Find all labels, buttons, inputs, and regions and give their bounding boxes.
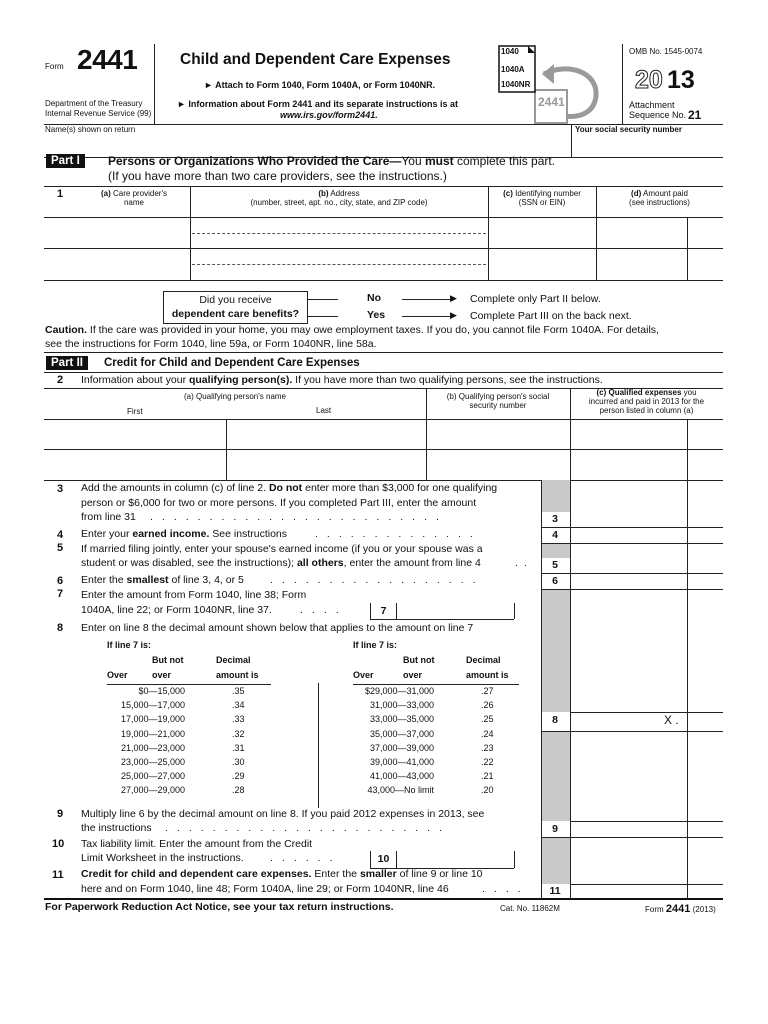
part1-title: Persons or Organizations Who Provided the Care—You must complete this part.: [108, 154, 556, 168]
leader-dots: ..............: [315, 528, 482, 540]
paperwork-notice: For Paperwork Reduction Act Notice, see your tax return instructions.: [45, 901, 394, 913]
benefits-question-line1: Did you receive: [199, 294, 272, 306]
form-word: Form: [45, 62, 64, 71]
decimal-amount-cell: .31: [232, 742, 245, 753]
benefits-yes-option[interactable]: Yes: [367, 309, 386, 321]
decimal-range-cell: $29,000—31,000: [364, 686, 434, 696]
line-7-box-number: 7: [380, 605, 387, 617]
arrow-right-icon: ▶: [450, 293, 457, 303]
decimal-amount-cell: .24: [481, 728, 494, 739]
line-7-amount-input[interactable]: [397, 603, 513, 618]
col-b-header: (b) Address (number, street, apt. no., city, state, and ZIP code): [250, 189, 428, 207]
provider-1-amount-input[interactable]: [597, 218, 686, 247]
left-over2: over: [152, 670, 172, 680]
part1-subtitle: (If you have more than two care providers, see the instructions.): [108, 169, 447, 183]
line-9-box-number: 9: [552, 823, 558, 835]
yes-result-text: Complete Part III on the back next.: [470, 310, 632, 322]
names-label: Name(s) shown on return: [45, 125, 136, 134]
line-5-text-2: student or was disabled, see the instructions); all others, enter the amount from line 4: [81, 557, 481, 569]
line-5-text-1: If married filing jointly, enter your spouse's earned income (if you or your spouse was a: [81, 543, 483, 555]
right-over: Over: [353, 670, 374, 680]
line-11-number: 11: [52, 869, 64, 881]
line-8-box-number: 8: [552, 714, 558, 726]
footer-form-ref: Form 2441 (2013): [645, 903, 716, 915]
line-4-text: Enter your earned income. See instructions: [81, 528, 288, 540]
right-decimal: Decimal: [466, 655, 501, 665]
leader-dots: ..: [515, 557, 533, 569]
col-a-header: (a) Care provider's name: [100, 189, 167, 207]
left-if-line7: If line 7 is:: [107, 640, 152, 650]
person-2-ssn-input[interactable]: [427, 450, 569, 479]
provider-1-name-input[interactable]: [45, 218, 189, 247]
caution-text: Caution. If the care was provided in your home, you may owe employment taxes. If you do, you cannot file Form 1040A. For details,: [45, 324, 659, 336]
person-2-last-input[interactable]: [227, 450, 425, 479]
info-line: ► Information about Form 2441 and its separate instructions is at: [177, 99, 458, 109]
decimal-amount-cell: .21: [481, 771, 494, 782]
line-10-text-2: Limit Worksheet in the instructions.: [81, 852, 244, 864]
cat-number: Cat. No. 11862M: [500, 904, 560, 913]
form-attachment-icon: [498, 44, 604, 126]
left-amount-is: amount is: [216, 670, 259, 680]
line-11-amount-input[interactable]: [571, 885, 686, 897]
left-decimal: Decimal: [216, 655, 251, 665]
line-9-amount-input[interactable]: [571, 822, 686, 836]
icon-label-1040: 1040: [501, 47, 519, 56]
decimal-amount-cell: .23: [481, 742, 494, 753]
decimal-range-cell: 41,000—43,000: [369, 771, 434, 782]
right-amount-is: amount is: [466, 670, 509, 680]
sequence-number: 21: [688, 108, 702, 122]
line-4-box-number: 4: [552, 529, 558, 541]
decimal-amount-cell: .30: [232, 757, 245, 767]
form-title: Child and Dependent Care Expenses: [180, 51, 451, 68]
line-1-number: 1: [57, 188, 64, 200]
decimal-amount-cell: .35: [232, 686, 245, 696]
left-but-not: But not: [152, 655, 184, 665]
line-3-text-2: person or $6,000 for two or more persons. If you completed Part III, enter the amount: [81, 497, 477, 509]
line-3-number: 3: [57, 483, 64, 495]
decimal-range-cell: 21,000—23,000: [120, 742, 185, 753]
provider-2-id-input[interactable]: [489, 249, 595, 279]
dept-treasury: Department of the Treasury: [45, 99, 143, 108]
decimal-amount-cell: .34: [232, 700, 245, 711]
left-over: Over: [107, 670, 128, 680]
decimal-range-cell: 15,000—17,000: [120, 700, 185, 711]
caution-text-2: see the instructions for Form 1040, line 59a, or Form 1040NR, line 58a.: [45, 338, 377, 350]
line-6-box-number: 6: [552, 575, 558, 587]
irs-url[interactable]: www.irs.gov/form2441.: [280, 110, 378, 120]
decimal-amount-cell: .33: [232, 714, 245, 725]
decimal-range-cell: 27,000—29,000: [120, 785, 185, 796]
qual-col-first: First: [127, 407, 143, 416]
line-9-text-1: Multiply line 6 by the decimal amount on line 8. If you paid 2012 expenses in 2013, see: [81, 808, 485, 820]
leader-dots: .........................: [150, 511, 448, 523]
line-4-number: 4: [57, 529, 64, 541]
icon-label-2441: 2441: [538, 95, 565, 109]
decimal-amount-cell: .29: [232, 771, 245, 782]
line-5-number: 5: [57, 542, 64, 554]
line-10-number: 10: [52, 838, 65, 850]
leader-dots: ....: [482, 883, 530, 895]
person-1-ssn-input[interactable]: [427, 420, 569, 448]
year-outline: 20: [635, 66, 663, 94]
decimal-range-cell: 31,000—33,000: [369, 700, 434, 711]
line-3-amount-input[interactable]: [571, 481, 686, 526]
line-9-number: 9: [57, 808, 64, 820]
part2-title: Credit for Child and Dependent Care Expenses: [104, 357, 360, 369]
decimal-range-cell: 37,000—39,000: [369, 742, 434, 753]
line-6-amount-input[interactable]: [571, 574, 686, 588]
col-d-header: (d) Amount paid (see instructions): [629, 189, 690, 207]
decimal-range-cell: 39,000—41,000: [369, 757, 434, 767]
leader-dots: ..................: [270, 574, 485, 586]
form-number: 2441: [77, 44, 138, 75]
line-10-box-number: 10: [377, 853, 390, 865]
decimal-amount-cell: .26: [481, 700, 494, 711]
line-8-text: Enter on line 8 the decimal amount shown below that applies to the amount on line 7: [81, 622, 474, 634]
benefits-question-line2: dependent care benefits?: [171, 308, 300, 320]
decimal-amount-cell: .27: [481, 686, 494, 696]
sequence-label: Sequence No.: [629, 110, 687, 120]
provider-2-name-input[interactable]: [45, 249, 189, 279]
line-7-number: 7: [57, 588, 64, 600]
line-3-text-3: from line 31: [81, 511, 136, 523]
irs-label: Internal Revenue Service (99): [45, 109, 152, 118]
line-8-decimal-value: X .: [664, 713, 679, 727]
line-8-number: 8: [57, 622, 64, 634]
qual-col-b-header: (b) Qualifying person's social security number: [446, 392, 550, 410]
provider-1-id-input[interactable]: [489, 218, 595, 247]
qual-col-last: Last: [316, 406, 332, 415]
line-2-number: 2: [57, 374, 64, 386]
col-c-header: (c) Identifying number (SSN or EIN): [503, 189, 581, 207]
no-result-text: Complete only Part II below.: [470, 293, 601, 305]
person-1-first-input[interactable]: [45, 420, 225, 448]
person-1-last-input[interactable]: [227, 420, 425, 448]
line-5-box-number: 5: [552, 559, 558, 571]
provider-2-address-input[interactable]: [191, 249, 487, 279]
line-10-text-1: Tax liability limit. Enter the amount from the Credit: [81, 838, 313, 850]
line-2-text: Information about your qualifying person(s). If you have more than two qualifying persons, see the instructions.: [81, 374, 603, 386]
provider-1-address-input[interactable]: [191, 218, 487, 247]
attachment-label: Attachment: [629, 100, 675, 110]
decimal-range-cell: 17,000—19,000: [120, 714, 185, 725]
part1-badge: Part I: [46, 154, 85, 168]
icon-label-1040a: 1040A: [501, 65, 525, 74]
line-11-box-number: 11: [549, 885, 561, 897]
decimal-amount-cell: .20: [481, 785, 494, 796]
arrow-right-icon: ▶: [450, 310, 457, 320]
right-if-line7: If line 7 is:: [353, 640, 398, 650]
decimal-amount-cell: .32: [232, 728, 245, 739]
line-9-text-2: the instructions: [81, 822, 152, 834]
leader-dots: ........................: [165, 822, 452, 834]
decimal-range-cell: 25,000—27,000: [120, 771, 185, 782]
line-11-text-1: Credit for child and dependent care expenses. Enter the smaller of line 9 or line 10: [81, 868, 483, 880]
icon-label-1040nr: 1040NR: [501, 80, 531, 89]
decimal-range-cell: 23,000—25,000: [120, 757, 185, 767]
line-4-amount-input[interactable]: [571, 528, 686, 542]
line-7-text-1: Enter the amount from Form 1040, line 38; Form: [81, 589, 307, 601]
line-3-box-number: 3: [552, 513, 558, 525]
line-7-text-2: 1040A, line 22; or Form 1040NR, line 37.: [81, 604, 272, 616]
right-but-not: But not: [403, 655, 435, 665]
line-6-number: 6: [57, 575, 64, 587]
provider-2-amount-input[interactable]: [597, 249, 686, 279]
person-2-first-input[interactable]: [45, 450, 225, 479]
decimal-amount-cell: .25: [481, 714, 494, 725]
line-11-text-2: here and on Form 1040, line 48; Form 1040A, line 29; or Form 1040NR, line 46: [81, 883, 449, 895]
decimal-range-cell: 35,000—37,000: [369, 728, 434, 739]
part2-badge: Part II: [46, 356, 88, 370]
decimal-amount-cell: .28: [232, 785, 245, 796]
ssn-label: Your social security number: [575, 125, 682, 134]
year-bold: 13: [667, 66, 695, 94]
leader-dots: ......: [270, 852, 342, 864]
decimal-range-cell: 33,000—35,000: [369, 714, 434, 725]
benefits-no-option[interactable]: No: [367, 292, 381, 304]
qual-col-a-header: (a) Qualifying person's name: [183, 392, 287, 401]
line-10-amount-input[interactable]: [397, 852, 513, 867]
decimal-range-cell: 19,000—21,000: [120, 728, 185, 739]
omb-number: OMB No. 1545-0074: [629, 47, 703, 56]
leader-dots: ....: [300, 604, 348, 616]
line-6-text: Enter the smallest of line 3, 4, or 5: [81, 574, 244, 586]
decimal-amount-cell: .22: [481, 757, 494, 767]
line-3-text-1: Add the amounts in column (c) of line 2. Do not enter more than $3,000 for one qualifying: [81, 482, 498, 494]
decimal-range-cell: $0—15,000: [138, 686, 185, 696]
right-over2: over: [403, 670, 423, 680]
decimal-range-cell: 43,000—No limit: [367, 785, 434, 796]
person-1-expenses-input[interactable]: [571, 420, 686, 448]
line-5-amount-input[interactable]: [571, 544, 686, 572]
qual-col-c-header: (c) Qualified expenses you incurred and paid in 2013 for the person listed in column (a): [588, 388, 705, 415]
person-2-expenses-input[interactable]: [571, 450, 686, 479]
attach-line: ► Attach to Form 1040, Form 1040A, or Form 1040NR.: [204, 80, 436, 90]
